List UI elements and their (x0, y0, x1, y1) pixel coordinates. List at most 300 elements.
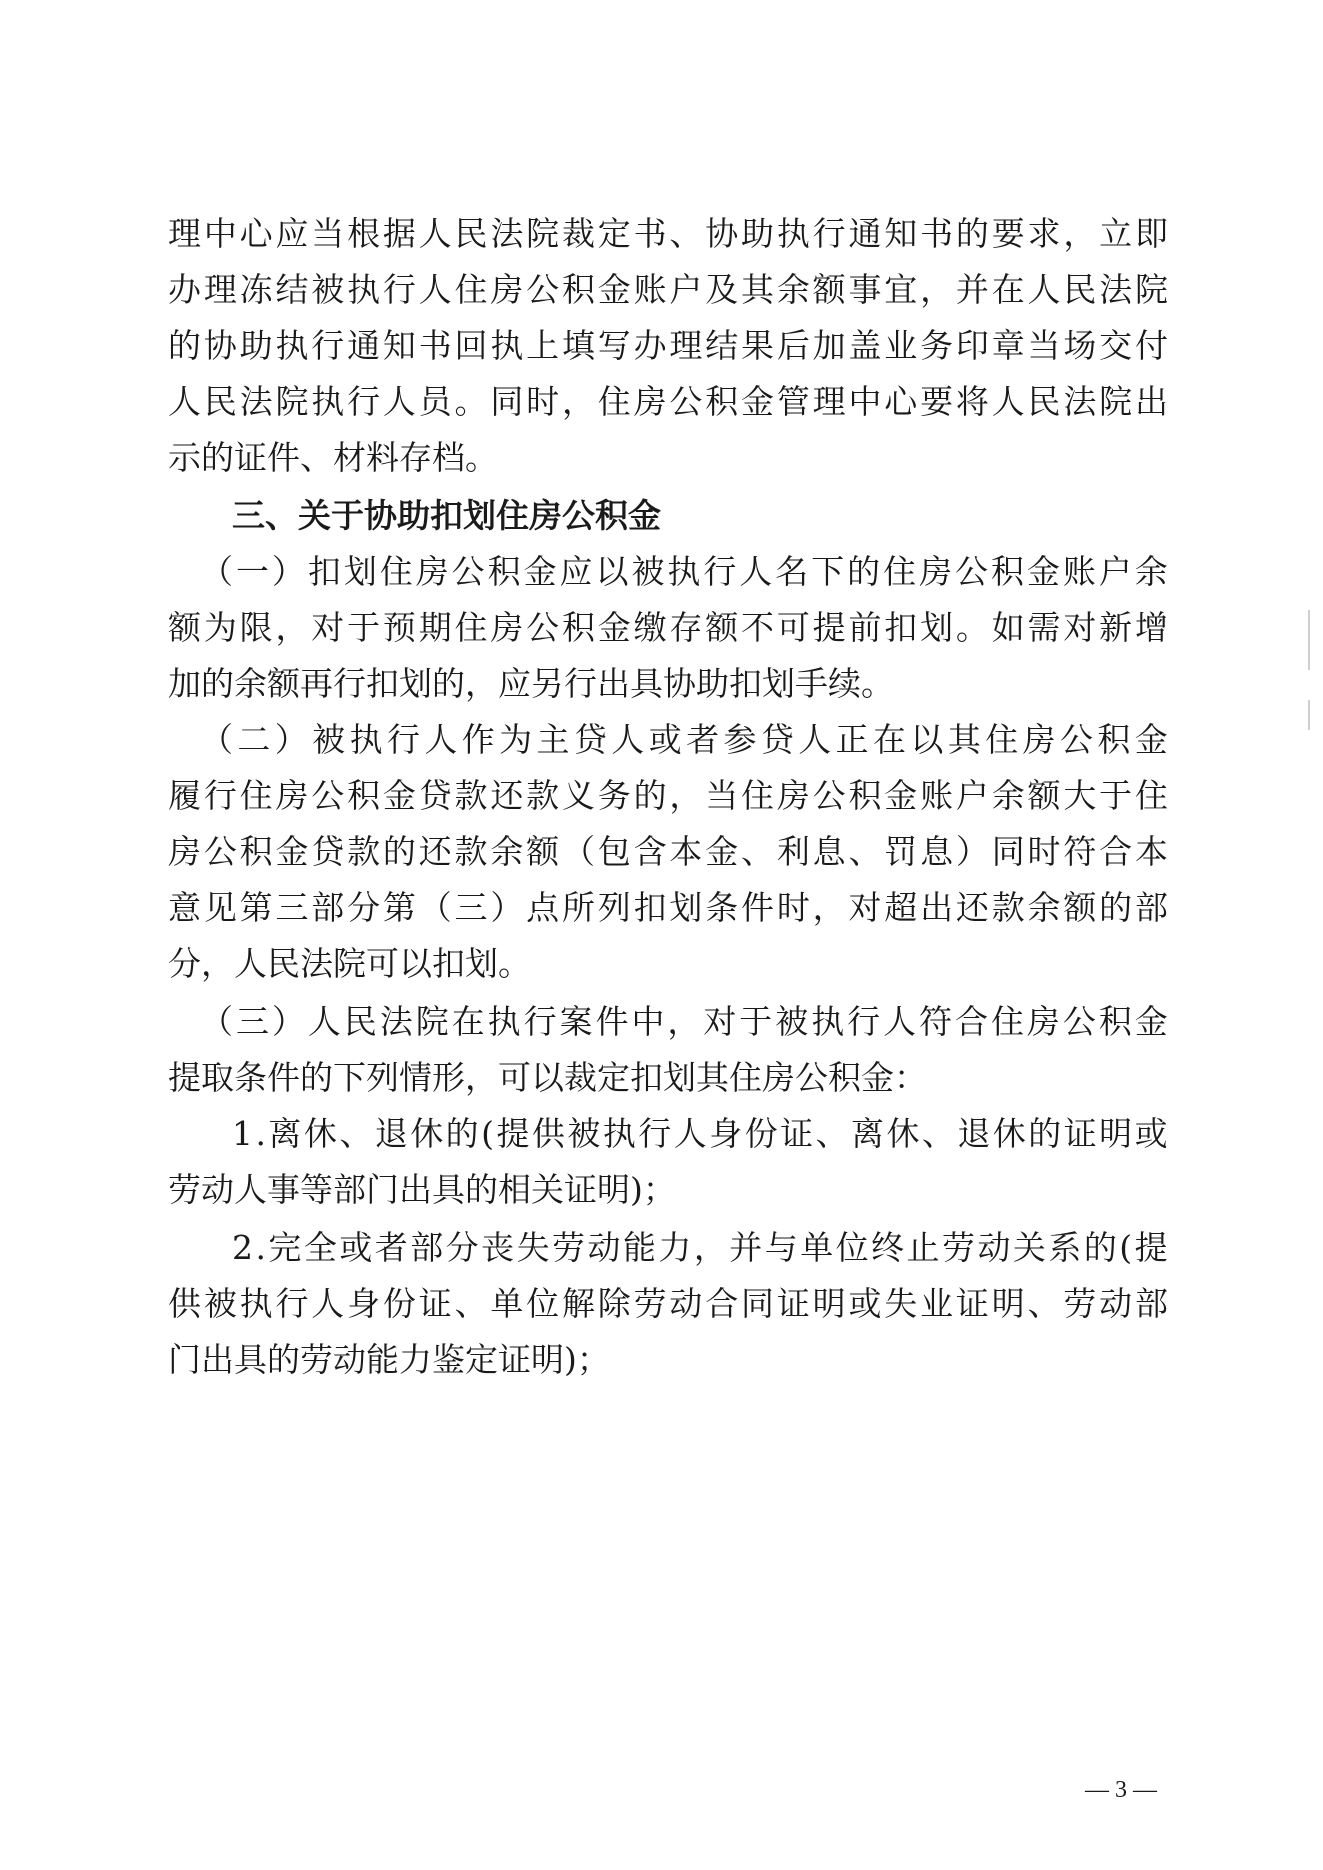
text-char: . (255, 1114, 266, 1153)
scan-edge-mark (1308, 700, 1310, 730)
text-line (168, 214, 1168, 254)
text-char: 房 (776, 776, 810, 815)
text-char: ） (271, 1002, 305, 1041)
text-char: 执 (349, 720, 383, 759)
text-char: 终 (871, 1228, 905, 1267)
text-char: 行 (386, 720, 420, 759)
text-char: 当 (705, 776, 739, 815)
text-char: 公 (311, 776, 345, 815)
text-char: 民 (203, 382, 237, 421)
text-char: 公 (203, 832, 237, 871)
text-char: 积 (487, 552, 521, 591)
text-char: 执 (811, 1002, 845, 1041)
text-char: 理 (812, 382, 846, 421)
text-char: 合 (955, 1002, 989, 1041)
text-char: 应 (559, 552, 593, 591)
text-char: 积 (990, 552, 1024, 591)
text-char: 知 (884, 214, 918, 253)
text-char: 证 (780, 1114, 814, 1153)
text-char: 余 (1027, 888, 1061, 927)
text-char: 力 (658, 1228, 692, 1267)
text-char: 同 (741, 1284, 774, 1323)
text-char: 正 (835, 720, 869, 759)
text-char: 金 (275, 832, 309, 871)
text-char: 二 (237, 720, 271, 759)
text-char: ( (481, 1114, 494, 1153)
text-char: 包 (597, 832, 631, 871)
text-char: 额 (812, 270, 846, 309)
text-char: 第 (382, 888, 416, 927)
text-char: 民 (1027, 382, 1061, 421)
text-char: 住 (379, 552, 413, 591)
text-char: 位 (835, 1228, 869, 1267)
text-char: 列 (597, 888, 631, 927)
text-char: 理 (168, 214, 201, 253)
text-char: 管 (776, 382, 810, 421)
text-char: 人 (673, 1114, 707, 1153)
text-char: 协 (203, 326, 237, 365)
text-char: 交 (1099, 326, 1133, 365)
text-char: 一 (235, 552, 269, 591)
text-char: 当 (1027, 326, 1061, 365)
text-char: ） (490, 888, 524, 927)
text-char: 协 (705, 214, 739, 253)
text-line (232, 1114, 1168, 1154)
text-char: 本 (1134, 832, 1168, 871)
text-char: 房 (633, 382, 667, 421)
text-char: 、 (669, 214, 703, 253)
text-char: 行 (638, 1114, 672, 1153)
text-char: 对 (1063, 608, 1097, 647)
text-char: 提 (1134, 1228, 1168, 1267)
text-char: 贷 (311, 832, 345, 871)
text-char: 人 (798, 720, 832, 759)
text-char: 或 (648, 720, 682, 759)
text-char: 行 (812, 214, 846, 253)
text-char: 回 (454, 326, 488, 365)
text-char: 明 (812, 1284, 846, 1323)
text-char: 劳 (1063, 1284, 1097, 1323)
text-char: 行 (847, 1002, 881, 1041)
text-char: 退 (957, 1114, 991, 1153)
text-char: 为 (499, 720, 533, 759)
text-char: 人 (424, 720, 458, 759)
text-char: 办 (168, 270, 201, 309)
text-char: 者 (374, 1228, 408, 1267)
text-char: 期 (418, 608, 452, 647)
text-char: 份 (744, 1114, 778, 1153)
text-char: 符 (1063, 832, 1097, 871)
text-char: 可 (776, 608, 810, 647)
text-char: 符 (919, 1002, 953, 1041)
text-char: 部 (311, 888, 345, 927)
text-char: 行 (523, 1002, 557, 1041)
text-line (168, 608, 1168, 648)
text-char: 劳 (633, 1284, 667, 1323)
text-char: 房 (415, 552, 449, 591)
text-line (232, 1228, 1168, 1268)
text-char: 结 (705, 326, 739, 365)
text-char: 休 (303, 1114, 337, 1153)
text-char: （ (561, 832, 595, 871)
text-char: 全 (303, 1228, 337, 1267)
text-char: 业 (920, 1284, 954, 1323)
text-char: 部 (1134, 1284, 1168, 1323)
text-char: ， (669, 776, 703, 815)
text-char: 履 (168, 776, 201, 815)
text-char: 执 (487, 1002, 521, 1041)
text-char: 件 (741, 888, 774, 927)
text-char: 户 (955, 776, 989, 815)
text-char: 位 (526, 1284, 560, 1323)
text-char: 、 (1027, 1284, 1061, 1323)
text-char: 于 (1099, 776, 1133, 815)
text-char: ， (561, 382, 595, 421)
text-char: 民 (454, 214, 488, 253)
text-char: 账 (633, 270, 667, 309)
text-char: （ (200, 720, 233, 759)
text-char: 部 (410, 1228, 444, 1267)
text-char: 房 (275, 776, 309, 815)
text-char: 罚 (884, 832, 918, 871)
text-char: 余 (776, 270, 810, 309)
text-char: 2 (232, 1228, 253, 1267)
text-char: 除 (597, 1284, 631, 1323)
text-char: 休 (992, 1114, 1026, 1153)
text-char: 金 (1026, 552, 1060, 591)
text-char: 将 (955, 382, 989, 421)
text-char: 人 (307, 1002, 341, 1041)
text-char: 被 (631, 552, 665, 591)
text-char: 扣 (884, 608, 918, 647)
text-char: 者 (686, 720, 720, 759)
text-char: 扣 (633, 888, 667, 927)
text-char: 人 (311, 1284, 345, 1323)
text-char: 证 (418, 1284, 452, 1323)
text-char: 人 (739, 552, 773, 591)
text-char: 主 (536, 720, 570, 759)
text-char: 还 (955, 888, 989, 927)
text-char: 金 (597, 270, 631, 309)
text-char: 房 (919, 552, 953, 591)
text-char: ， (693, 1228, 727, 1267)
text-char: 行 (275, 1284, 309, 1323)
text-char: 作 (461, 720, 495, 759)
text-char: 证 (1063, 1114, 1097, 1153)
text-char: 于 (739, 1002, 773, 1041)
text-char: 或 (1134, 1114, 1168, 1153)
text-char: ） (274, 720, 308, 759)
text-char: 离 (850, 1114, 884, 1153)
text-char: 加 (812, 326, 846, 365)
text-char: 不 (741, 608, 774, 647)
text-char: 还 (418, 832, 452, 871)
text-char: 住 (239, 776, 273, 815)
text-char: 余 (490, 832, 524, 871)
text-char: 贷 (760, 720, 794, 759)
text-char: 以 (595, 552, 629, 591)
text-char: 助 (239, 326, 273, 365)
text-char: 在 (991, 270, 1025, 309)
text-char: 积 (705, 382, 739, 421)
text-char: 名 (775, 552, 809, 591)
text-char: 款 (526, 776, 560, 815)
text-char: 分 (347, 888, 381, 927)
text-char: 人 (883, 1002, 917, 1041)
text-char: 后 (776, 326, 810, 365)
text-char: 以 (910, 720, 944, 759)
text-char: ， (1063, 214, 1097, 253)
text-char: 额 (1063, 888, 1097, 927)
text-line (200, 1002, 1168, 1042)
text-char: 其 (741, 270, 774, 309)
text-char: 当 (311, 214, 345, 253)
text-char: 住 (883, 552, 917, 591)
text-char: 劳 (942, 1228, 976, 1267)
text-char: 义 (561, 776, 595, 815)
text-char: 单 (490, 1284, 524, 1323)
text-char: 执 (490, 326, 524, 365)
text-char: 息 (920, 832, 954, 871)
text-char: 积 (347, 776, 381, 815)
text-char: 裁 (561, 214, 595, 253)
text-char: 休 (886, 1114, 920, 1153)
text-char: 所 (561, 888, 595, 927)
text-char: 金 (1134, 720, 1168, 759)
text-line (200, 552, 1168, 592)
text-char: 供 (168, 1284, 201, 1323)
text-char: 时 (526, 382, 560, 421)
text-char: 大 (1063, 776, 1097, 815)
text-char: 对 (848, 888, 882, 927)
text-char: 三 (275, 888, 309, 927)
text-char: 公 (526, 270, 560, 309)
text-char: 存 (669, 608, 703, 647)
text-char: 三 (235, 1002, 269, 1041)
text-char: 执 (311, 382, 345, 421)
text-char: 行 (703, 552, 737, 591)
text-line (168, 888, 1168, 928)
text-char: 法 (239, 382, 273, 421)
text-char: 中 (848, 382, 882, 421)
text-char: 被 (203, 1284, 237, 1323)
text-char: 、 (848, 832, 882, 871)
text-char: 贷 (573, 720, 607, 759)
text-char: 立 (1099, 214, 1133, 253)
text-char: 止 (906, 1228, 940, 1267)
text-char: 被 (775, 1002, 809, 1041)
text-char: 及 (705, 270, 739, 309)
text-char: 金 (884, 776, 918, 815)
text-char: 执 (667, 552, 701, 591)
text-char: 理 (203, 270, 237, 309)
text-char: 下 (811, 552, 845, 591)
text-char: 。 (454, 382, 488, 421)
text-char: 动 (669, 1284, 703, 1323)
text-char: 房 (490, 608, 524, 647)
text-char: ( (1119, 1228, 1133, 1267)
text-char: 提 (812, 608, 846, 647)
text-char: 退 (374, 1114, 408, 1153)
page-number: — 3 — (1085, 1777, 1157, 1803)
text-char: 住 (1134, 776, 1168, 815)
text-char: 人 (382, 382, 416, 421)
text-char: 额 (1027, 776, 1061, 815)
text-char: 房 (1022, 720, 1056, 759)
text-char: 能 (622, 1228, 656, 1267)
text-char: 划 (920, 608, 954, 647)
text-char: 务 (597, 776, 631, 815)
text-char: 其 (947, 720, 981, 759)
text-char: 金 (705, 832, 739, 871)
text-char: 的 (847, 552, 881, 591)
text-char: 法 (1063, 382, 1097, 421)
text-char: 、 (815, 1114, 849, 1153)
text-char: （ (200, 1002, 233, 1041)
text-char: （ (418, 888, 452, 927)
text-char: 场 (1063, 326, 1097, 365)
text-char: 时 (776, 888, 810, 927)
text-char: 款 (454, 832, 488, 871)
text-char: 身 (709, 1114, 743, 1153)
text-char: 对 (311, 608, 345, 647)
text-char: 写 (597, 326, 631, 365)
text-char: 执 (602, 1114, 636, 1153)
text-char: 时 (1027, 832, 1061, 871)
text-char: 在 (451, 1002, 485, 1041)
text-char: 证 (955, 1284, 989, 1323)
text-char: （ (200, 552, 233, 591)
text-line: 提取条件的下列情形，可以裁定扣划其住房公积金： (168, 1058, 927, 1097)
text-char: 积 (1097, 720, 1131, 759)
text-char: 院 (526, 214, 560, 253)
text-char: 点 (526, 888, 560, 927)
text-char: 求 (1027, 214, 1061, 253)
text-char: 额 (705, 608, 739, 647)
text-char: 填 (561, 326, 595, 365)
text-line (168, 270, 1168, 310)
text-char: ， (275, 608, 309, 647)
text-char: 在 (873, 720, 907, 759)
text-char: 的 (1028, 1114, 1062, 1153)
text-char: 额 (168, 608, 201, 647)
text-char: 人 (611, 720, 645, 759)
text-char: . (255, 1228, 266, 1267)
text-line: 分，人民法院可以扣划。 (168, 944, 531, 983)
text-char: 应 (275, 214, 309, 253)
text-char: 条 (705, 888, 739, 927)
text-char: 定 (597, 214, 631, 253)
text-char: 业 (884, 326, 918, 365)
text-char: 供 (531, 1114, 565, 1153)
text-char: 积 (239, 832, 273, 871)
text-char: 分 (445, 1228, 479, 1267)
text-line (168, 832, 1168, 872)
text-char: 动 (587, 1228, 621, 1267)
text-char: 限 (239, 608, 273, 647)
text-char: 、 (339, 1114, 373, 1153)
text-char: 执 (776, 214, 810, 253)
text-line: 加的余额再行扣划的，应另行出具协助扣划手续。 (168, 664, 894, 703)
text-char: 余 (1134, 552, 1168, 591)
text-char: 行 (203, 776, 237, 815)
text-char: 行 (311, 326, 345, 365)
text-char: 案 (559, 1002, 593, 1041)
text-char: 人 (418, 270, 452, 309)
text-char: 前 (848, 608, 882, 647)
text-char: 失 (884, 1284, 918, 1323)
text-char: 的 (955, 214, 989, 253)
text-char: 并 (729, 1228, 763, 1267)
text-char: 预 (382, 608, 416, 647)
text-char: 关 (1012, 1228, 1046, 1267)
text-char: 的 (168, 326, 201, 365)
text-char: 积 (561, 270, 595, 309)
text-char: 并 (955, 270, 989, 309)
text-char: 法 (379, 1002, 413, 1041)
text-char: 公 (1059, 720, 1093, 759)
text-char: 划 (669, 888, 703, 927)
text-char: 院 (415, 1002, 449, 1041)
text-char: 见 (203, 888, 237, 927)
text-char: 宜 (884, 270, 918, 309)
text-char: 户 (669, 270, 703, 309)
text-char: 离 (268, 1114, 302, 1153)
text-char: 民 (1063, 270, 1097, 309)
text-char: 的 (1083, 1228, 1117, 1267)
text-char: 住 (454, 270, 488, 309)
text-char: 执 (347, 270, 381, 309)
text-char: 与 (764, 1228, 798, 1267)
text-char: 要 (920, 382, 954, 421)
text-char: 根 (347, 214, 381, 253)
text-char: 结 (275, 270, 309, 309)
text-char: 动 (977, 1228, 1011, 1267)
text-char: 金 (597, 608, 631, 647)
text-char: 、 (921, 1114, 955, 1153)
text-char: 意 (168, 888, 201, 927)
text-char: 书 (418, 326, 452, 365)
text-char: 公 (451, 552, 485, 591)
section-heading: 三、关于协助扣划住房公积金 (232, 496, 661, 535)
text-char: 公 (812, 776, 846, 815)
text-char: 同 (490, 382, 524, 421)
scan-edge-mark (1308, 610, 1310, 670)
text-char: 单 (800, 1228, 834, 1267)
text-char: 执 (239, 1284, 273, 1323)
text-char: 人 (168, 382, 201, 421)
text-char: 失 (516, 1228, 550, 1267)
text-char: 公 (526, 608, 560, 647)
text-char: 积 (1098, 1002, 1132, 1041)
text-line (200, 720, 1168, 760)
text-char: 住 (985, 720, 1019, 759)
text-char: 同 (991, 832, 1025, 871)
text-char: 盖 (848, 326, 882, 365)
text-char: 参 (723, 720, 757, 759)
text-char: 事 (848, 270, 882, 309)
text-char: 于 (347, 608, 381, 647)
text-char: 、 (454, 1284, 488, 1323)
text-char: 合 (705, 1284, 739, 1323)
text-char: 书 (633, 214, 667, 253)
text-char: 出 (920, 888, 954, 927)
text-char: 提 (496, 1114, 530, 1153)
text-char: 为 (203, 608, 237, 647)
text-char: ， (812, 888, 846, 927)
text-char: 章 (991, 326, 1025, 365)
text-char: 的 (633, 776, 667, 815)
